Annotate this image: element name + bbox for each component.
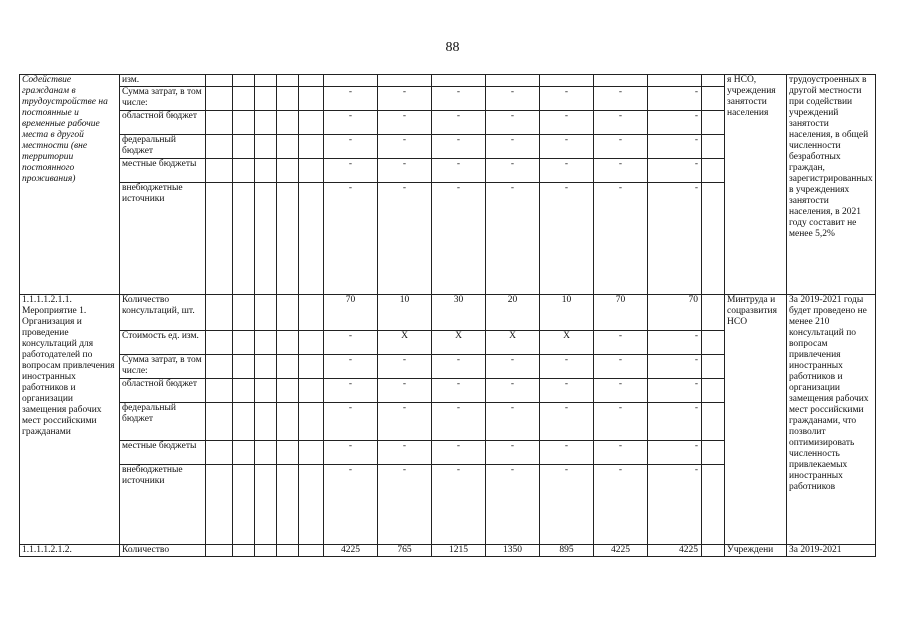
value-cell: - xyxy=(648,355,702,379)
empty-cell xyxy=(255,135,277,159)
value-cell: - xyxy=(378,183,432,295)
indicator-label: областной бюджет xyxy=(120,379,206,403)
empty-cell xyxy=(702,111,725,135)
value-cell xyxy=(594,75,648,87)
value-cell: - xyxy=(648,331,702,355)
value-cell: - xyxy=(378,135,432,159)
empty-cell xyxy=(299,441,324,465)
indicator-label: внебюджетные источники xyxy=(120,465,206,545)
value-cell: - xyxy=(594,331,648,355)
activity-cell: 1.1.1.1.2.1.1. Мероприятие 1. Организация и проведение консультаций для работодателей по вопросам привлечения иностранных работников и организации замещения рабочих мест российскими гражданами xyxy=(20,295,120,545)
indicator-label: федеральный бюджет xyxy=(120,403,206,441)
value-cell: - xyxy=(324,441,378,465)
empty-cell xyxy=(299,465,324,545)
empty-cell xyxy=(206,403,233,441)
value-cell: - xyxy=(324,465,378,545)
value-cell: - xyxy=(540,379,594,403)
empty-cell xyxy=(702,183,725,295)
empty-cell xyxy=(702,87,725,111)
value-cell: - xyxy=(648,135,702,159)
value-cell: - xyxy=(648,465,702,545)
empty-cell xyxy=(277,465,299,545)
value-cell: - xyxy=(378,379,432,403)
empty-cell xyxy=(299,111,324,135)
empty-cell xyxy=(233,403,255,441)
table-row xyxy=(20,545,876,557)
indicator-label: Сумма затрат, в том числе: xyxy=(120,355,206,379)
value-cell: - xyxy=(594,159,648,183)
empty-cell xyxy=(206,465,233,545)
empty-cell xyxy=(299,379,324,403)
empty-cell xyxy=(299,183,324,295)
empty-cell xyxy=(702,355,725,379)
value-cell: - xyxy=(540,159,594,183)
empty-cell xyxy=(255,183,277,295)
value-cell: 1350 xyxy=(486,545,540,557)
value-cell: 765 xyxy=(378,545,432,557)
empty-cell xyxy=(206,111,233,135)
empty-cell xyxy=(206,87,233,111)
empty-cell xyxy=(233,75,255,87)
value-cell: - xyxy=(648,441,702,465)
value-cell: - xyxy=(324,331,378,355)
value-cell: - xyxy=(594,135,648,159)
empty-cell xyxy=(255,75,277,87)
value-cell: - xyxy=(432,465,486,545)
empty-cell xyxy=(277,135,299,159)
value-cell: - xyxy=(540,135,594,159)
empty-cell xyxy=(233,183,255,295)
empty-cell xyxy=(233,135,255,159)
value-cell: - xyxy=(540,87,594,111)
value-cell: - xyxy=(378,441,432,465)
value-cell: - xyxy=(594,441,648,465)
empty-cell xyxy=(277,295,299,331)
value-cell xyxy=(486,75,540,87)
empty-cell xyxy=(233,159,255,183)
empty-cell xyxy=(702,465,725,545)
empty-cell xyxy=(255,111,277,135)
executor-cell: Минтруда и соцразвития НСО xyxy=(725,295,787,545)
empty-cell xyxy=(206,159,233,183)
value-cell: 4225 xyxy=(324,545,378,557)
empty-cell xyxy=(206,75,233,87)
value-cell: - xyxy=(486,111,540,135)
empty-cell xyxy=(206,295,233,331)
value-cell: 4225 xyxy=(594,545,648,557)
value-cell: - xyxy=(324,379,378,403)
empty-cell xyxy=(206,355,233,379)
empty-cell xyxy=(299,295,324,331)
empty-cell xyxy=(255,545,277,557)
value-cell: - xyxy=(324,111,378,135)
value-cell: - xyxy=(486,465,540,545)
value-cell: 895 xyxy=(540,545,594,557)
value-cell: - xyxy=(648,403,702,441)
empty-cell xyxy=(206,379,233,403)
indicator-label: областной бюджет xyxy=(120,111,206,135)
empty-cell xyxy=(702,379,725,403)
empty-cell xyxy=(255,159,277,183)
empty-cell xyxy=(233,379,255,403)
value-cell: X xyxy=(432,331,486,355)
value-cell: - xyxy=(486,159,540,183)
empty-cell xyxy=(233,465,255,545)
empty-cell xyxy=(233,355,255,379)
value-cell: - xyxy=(324,355,378,379)
value-cell: - xyxy=(648,379,702,403)
indicator-label: внебюджетные источники xyxy=(120,183,206,295)
value-cell: X xyxy=(378,331,432,355)
empty-cell xyxy=(233,545,255,557)
value-cell: - xyxy=(486,87,540,111)
empty-cell xyxy=(277,87,299,111)
empty-cell xyxy=(277,159,299,183)
value-cell: - xyxy=(432,111,486,135)
empty-cell xyxy=(702,441,725,465)
value-cell: - xyxy=(594,379,648,403)
value-cell: - xyxy=(324,403,378,441)
empty-cell xyxy=(299,87,324,111)
value-cell: - xyxy=(648,183,702,295)
value-cell: - xyxy=(378,111,432,135)
empty-cell xyxy=(299,75,324,87)
activity-cell: 1.1.1.1.2.1.2. xyxy=(20,545,120,557)
indicator-label: Количество консультаций, шт. xyxy=(120,295,206,331)
empty-cell xyxy=(702,135,725,159)
value-cell: - xyxy=(324,183,378,295)
empty-cell xyxy=(277,75,299,87)
program-table xyxy=(19,74,876,557)
empty-cell xyxy=(299,135,324,159)
empty-cell xyxy=(702,159,725,183)
value-cell: 70 xyxy=(324,295,378,331)
empty-cell xyxy=(233,111,255,135)
value-cell: - xyxy=(432,441,486,465)
value-cell: - xyxy=(540,403,594,441)
value-cell: - xyxy=(540,183,594,295)
value-cell: - xyxy=(540,441,594,465)
empty-cell xyxy=(233,331,255,355)
value-cell: 10 xyxy=(378,295,432,331)
value-cell: - xyxy=(378,159,432,183)
empty-cell xyxy=(702,75,725,87)
value-cell: - xyxy=(378,403,432,441)
value-cell: - xyxy=(378,465,432,545)
activity-cell: Содействие гражданам в трудоустройстве на постоянные и временные рабочие места в другой местности (вне территории постоянного проживания) xyxy=(20,75,120,295)
empty-cell xyxy=(233,441,255,465)
value-cell: - xyxy=(486,183,540,295)
result-cell: За 2019-2021 xyxy=(787,545,876,557)
value-cell: - xyxy=(432,355,486,379)
value-cell: 30 xyxy=(432,295,486,331)
value-cell: - xyxy=(324,159,378,183)
table-row xyxy=(20,295,876,331)
value-cell: - xyxy=(486,355,540,379)
value-cell: - xyxy=(432,159,486,183)
empty-cell xyxy=(277,545,299,557)
empty-cell xyxy=(299,403,324,441)
value-cell: - xyxy=(486,403,540,441)
value-cell: - xyxy=(540,355,594,379)
empty-cell xyxy=(299,331,324,355)
value-cell: - xyxy=(432,183,486,295)
value-cell: X xyxy=(540,331,594,355)
table-row xyxy=(20,75,876,87)
empty-cell xyxy=(277,183,299,295)
indicator-label: местные бюджеты xyxy=(120,159,206,183)
value-cell: - xyxy=(432,87,486,111)
empty-cell xyxy=(277,355,299,379)
executor-cell: я НСО, учреждения занятости населения xyxy=(725,75,787,295)
value-cell: - xyxy=(486,441,540,465)
indicator-label: федеральный бюджет xyxy=(120,135,206,159)
value-cell: 4225 xyxy=(648,545,702,557)
empty-cell xyxy=(299,545,324,557)
indicator-label: изм. xyxy=(120,75,206,87)
value-cell: - xyxy=(378,355,432,379)
value-cell: - xyxy=(594,183,648,295)
empty-cell xyxy=(277,111,299,135)
indicator-label: местные бюджеты xyxy=(120,441,206,465)
empty-cell xyxy=(277,441,299,465)
empty-cell xyxy=(702,295,725,331)
value-cell: - xyxy=(540,465,594,545)
value-cell: - xyxy=(594,403,648,441)
empty-cell xyxy=(299,159,324,183)
value-cell: - xyxy=(486,135,540,159)
empty-cell xyxy=(255,87,277,111)
value-cell: 70 xyxy=(648,295,702,331)
empty-cell xyxy=(277,403,299,441)
empty-cell xyxy=(233,295,255,331)
value-cell: - xyxy=(324,135,378,159)
value-cell: - xyxy=(594,111,648,135)
empty-cell xyxy=(277,331,299,355)
empty-cell xyxy=(702,545,725,557)
value-cell: - xyxy=(648,87,702,111)
value-cell: 70 xyxy=(594,295,648,331)
empty-cell xyxy=(255,441,277,465)
empty-cell xyxy=(206,331,233,355)
empty-cell xyxy=(255,379,277,403)
value-cell: - xyxy=(432,403,486,441)
empty-cell xyxy=(702,403,725,441)
value-cell: - xyxy=(378,87,432,111)
value-cell xyxy=(432,75,486,87)
value-cell: X xyxy=(486,331,540,355)
executor-cell: Учреждени xyxy=(725,545,787,557)
empty-cell xyxy=(255,403,277,441)
empty-cell xyxy=(277,379,299,403)
indicator-label: Стоимость ед. изм. xyxy=(120,331,206,355)
value-cell: - xyxy=(432,135,486,159)
indicator-label: Сумма затрат, в том числе: xyxy=(120,87,206,111)
indicator-label: Количество xyxy=(120,545,206,557)
empty-cell xyxy=(255,465,277,545)
value-cell: - xyxy=(432,379,486,403)
result-cell: За 2019-2021 годы будет проведено не менее 210 консультаций по вопросам привлечения иностранных работников и организации замещения рабочих мест российскими гражданами, что позволит оптимизировать численность привлекаемых иностранных работников xyxy=(787,295,876,545)
value-cell: - xyxy=(540,111,594,135)
value-cell xyxy=(540,75,594,87)
value-cell: - xyxy=(594,87,648,111)
empty-cell xyxy=(206,135,233,159)
value-cell: - xyxy=(648,111,702,135)
value-cell: - xyxy=(594,465,648,545)
value-cell: 20 xyxy=(486,295,540,331)
empty-cell xyxy=(206,545,233,557)
value-cell: 10 xyxy=(540,295,594,331)
empty-cell xyxy=(233,87,255,111)
empty-cell xyxy=(255,295,277,331)
value-cell: 1215 xyxy=(432,545,486,557)
page-number: 88 xyxy=(445,40,460,55)
value-cell: - xyxy=(486,379,540,403)
value-cell: - xyxy=(648,159,702,183)
value-cell: - xyxy=(324,87,378,111)
empty-cell xyxy=(206,183,233,295)
empty-cell xyxy=(299,355,324,379)
empty-cell xyxy=(206,441,233,465)
value-cell xyxy=(324,75,378,87)
empty-cell xyxy=(255,355,277,379)
empty-cell xyxy=(702,331,725,355)
empty-cell xyxy=(255,331,277,355)
value-cell xyxy=(648,75,702,87)
value-cell xyxy=(378,75,432,87)
value-cell: - xyxy=(594,355,648,379)
result-cell: трудоустроенных в другой местности при содействии учреждений занятости населения, в общей численности безработных граждан, зарегистрированных в учреждениях занятости населения, в 2021 году составит не менее 5,2% xyxy=(787,75,876,295)
